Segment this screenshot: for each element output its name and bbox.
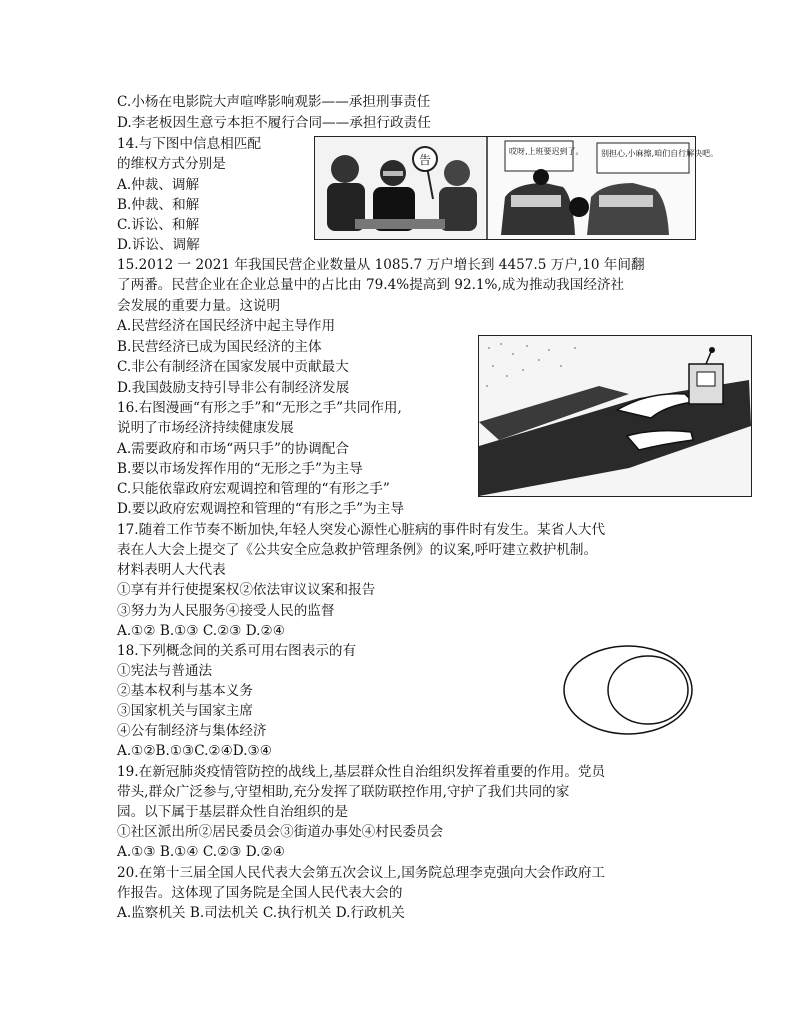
q15-option-c: C.非公有制经济在国家发展中贡献最大 <box>117 359 349 375</box>
q19-options: ①社区派出所②居民委员会③街道办事处④村民委员会 <box>117 824 444 840</box>
q13-option-c: C.小杨在电影院大声喧哗影响观影——承担刑事责任 <box>117 94 431 110</box>
speech-bubble-2 <box>597 143 689 173</box>
q18-option-3: ③国家机关与国家主席 <box>117 703 253 719</box>
q14-option-b: B.仲裁、和解 <box>117 197 200 213</box>
q14-stem-line2: 的维权方式分别是 <box>117 156 226 172</box>
q16-option-d: D.要以政府宏观调控和管理的“有形之手”为主导 <box>117 501 404 517</box>
driver-head-1 <box>533 169 549 185</box>
car-right-window <box>599 195 653 207</box>
q14-cartoon-drawing <box>315 137 719 239</box>
q15-stem-line2: 了两番。民营企业在企业总量中的占比由 79.4%提高到 92.1%,成为推动我国经济社 <box>117 277 625 293</box>
car-right <box>587 183 669 235</box>
q19-answer-choices: A.①③ B.①④ C.②③ D.②④ <box>117 844 285 860</box>
car-left <box>501 183 575 235</box>
car-left-window <box>511 195 561 207</box>
q16-cartoon <box>478 335 752 497</box>
meter-face <box>697 372 715 386</box>
q20-stem-line2: 作报告。这体现了国务院是全国人民代表大会的 <box>117 885 403 901</box>
q18-option-2: ②基本权利与基本义务 <box>117 683 253 699</box>
person-head-1 <box>331 155 359 183</box>
q20-stem-line1: 20.在第十三届全国人民代表大会第五次会议上,国务院总理李克强向大会作政府工 <box>117 865 606 881</box>
q15-stem-line1: 15.2012 一 2021 年我国民营企业数量从 1085.7 万户增长到 4457.5 万户,10 年间翻 <box>117 257 645 273</box>
sign-text: 告 <box>418 153 432 167</box>
q16-option-c: C.只能依靠政府宏观调控和管理的“有形之手” <box>117 481 390 497</box>
q18-option-4: ④公有制经济与集体经济 <box>117 723 267 739</box>
person-head-3 <box>444 160 470 186</box>
q14-option-a: A.仲裁、调解 <box>117 177 200 193</box>
q19-stem-line3: 园。以下属于基层群众性自治组织的是 <box>117 804 349 820</box>
q14-option-d: D.诉讼、调解 <box>117 237 200 253</box>
outer-ellipse <box>564 646 692 734</box>
q17-stem-line2: 表在人大会上提交了《公共安全应急救护管理条例》的议案,呼吁建立救护机制。 <box>117 542 598 558</box>
q20-answer-choices: A.监察机关 B.司法机关 C.执行机关 D.行政机关 <box>117 905 405 921</box>
q17-answer-choices: A.①② B.①③ C.②③ D.②④ <box>117 623 285 639</box>
q18-ellipse-diagram <box>560 640 700 742</box>
q15-option-d: D.我国鼓励支持引导非公有制经济发展 <box>117 380 350 396</box>
q15-option-b: B.民营经济已成为国民经济的主体 <box>117 339 322 355</box>
q18-stem: 18.下列概念间的关系可用右图表示的有 <box>117 643 357 659</box>
table <box>355 219 445 229</box>
q14-option-c: C.诉讼、和解 <box>117 217 200 233</box>
q16-stem-line2: 说明了市场经济持续健康发展 <box>117 420 294 436</box>
speech-bubble-1 <box>505 141 573 171</box>
q16-stem-line1: 16.右图漫画“有形之手”和“无形之手”共同作用, <box>117 400 402 416</box>
meter-antenna-tip <box>709 347 715 353</box>
q15-stem-line3: 会发展的重要力量。这说明 <box>117 298 281 314</box>
q18-option-1: ①宪法与普通法 <box>117 663 213 679</box>
person-head-center <box>569 197 589 217</box>
q17-options-line2: ③努力为人民服务④接受人民的监督 <box>117 603 335 619</box>
glasses <box>383 171 403 176</box>
q14-cartoon <box>314 136 719 240</box>
q14-stem-line1: 14.与下图中信息相匹配 <box>117 136 261 152</box>
q16-cartoon-drawing <box>479 336 751 496</box>
q16-option-a: A.需要政府和市场“两只手”的协调配合 <box>117 441 349 457</box>
bubble-2-text: 别担心,小麻擦,咱们自行解决吧。 <box>601 149 719 158</box>
q17-stem-line1: 17.随着工作节奏不断加快,年轻人突发心源性心脏病的事件时有发生。某省人大代 <box>117 522 606 538</box>
q15-option-a: A.民营经济在国民经济中起主导作用 <box>117 318 336 334</box>
q18-answer-choices: A.①②B.①③C.②④D.③④ <box>117 743 272 759</box>
q19-stem-line2: 带头,群众广泛参与,守望相助,充分发挥了联防联控作用,守护了我们共同的家 <box>117 784 570 800</box>
q17-options-line1: ①享有并行使提案权②依法审议议案和报告 <box>117 582 376 598</box>
q13-option-d: D.李老板因生意亏本拒不履行合同——承担行政责任 <box>117 115 431 131</box>
bubble-1-text: 哎呀,上班要迟到了。 <box>509 147 584 156</box>
q17-stem-line3: 材料表明人大代表 <box>117 562 226 578</box>
inner-ellipse <box>608 656 688 724</box>
q19-stem-line1: 19.在新冠肺炎疫情管防控的战线上,基层群众性自治组织发挥着重要的作用。党员 <box>117 764 606 780</box>
q16-option-b: B.要以市场发挥作用的“无形之手”为主导 <box>117 461 363 477</box>
